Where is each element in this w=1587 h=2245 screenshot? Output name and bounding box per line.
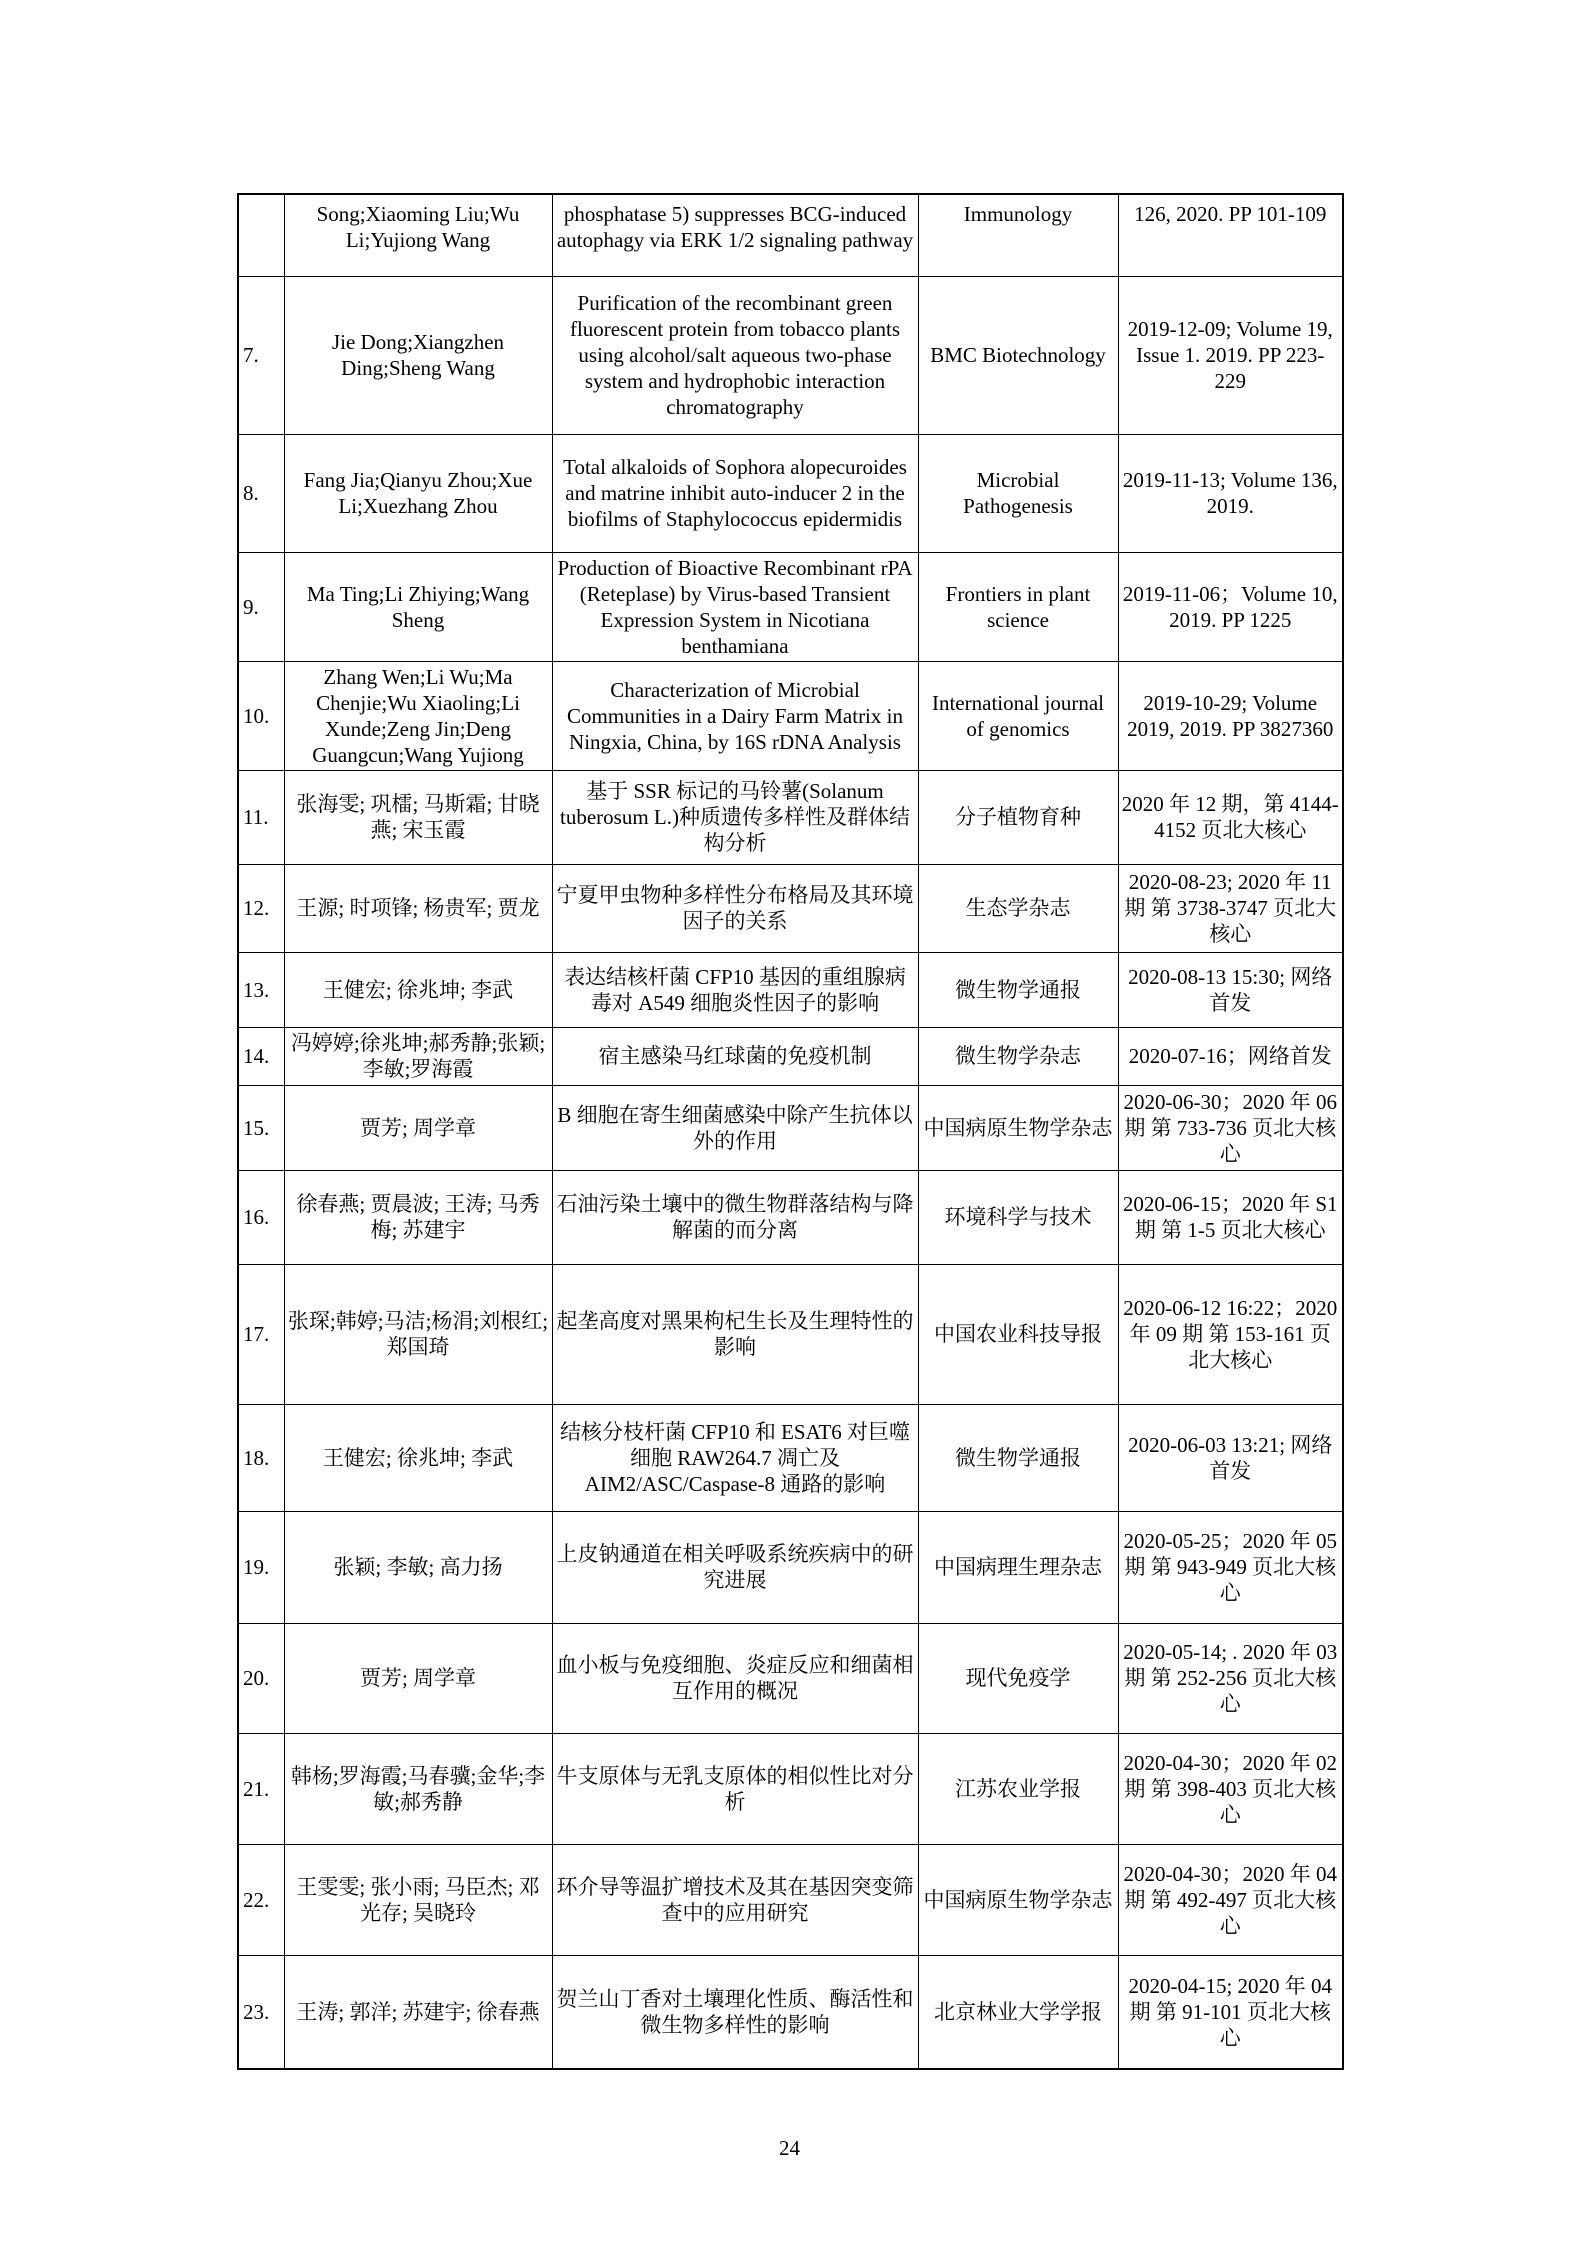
cell-row-number: 16. [238,1170,284,1264]
table-row [238,1264,1343,1404]
cell-authors: 贾芳; 周学章 [284,1085,552,1170]
cell-publication: 2020-06-03 13:21; 网络首发 [1118,1404,1343,1511]
table-row [238,1844,1343,1955]
cell-authors: 贾芳; 周学章 [284,1623,552,1733]
cell-title: phosphatase 5) suppresses BCG-induced autophagy via ERK 1/2 signaling pathway [552,194,918,276]
cell-authors: 冯婷婷;徐兆坤;郝秀静;张颖;李敏;罗海霞 [284,1027,552,1085]
cell-publication: 2020-05-25；2020 年 05 期 第 943-949 页北大核心 [1118,1511,1343,1623]
cell-row-number: 18. [238,1404,284,1511]
cell-publication: 2020-06-12 16:22；2020 年 09 期 第 153-161 页北大核心 [1118,1264,1343,1404]
table-row [238,1511,1343,1623]
cell-title: 表达结核杆菌 CFP10 基因的重组腺病毒对 A549 细胞炎性因子的影响 [552,952,918,1027]
table-row [238,1027,1343,1085]
cell-title: 石油污染土壤中的微生物群落结构与降解菌的而分离 [552,1170,918,1264]
cell-title: Purification of the recombinant green fluorescent protein from tobacco plants using alcohol/salt aqueous two-phase system and hydrophobic interaction chromatography [552,276,918,434]
cell-publication: 2020-07-16；网络首发 [1118,1027,1343,1085]
cell-authors: 王源; 时项锋; 杨贵军; 贾龙 [284,864,552,952]
cell-journal: Microbial Pathogenesis [918,434,1118,552]
cell-title: 上皮钠通道在相关呼吸系统疾病中的研究进展 [552,1511,918,1623]
cell-publication: 2020-08-13 15:30; 网络首发 [1118,952,1343,1027]
cell-publication: 2019-12-09; Volume 19, Issue 1. 2019. PP 223-229 [1118,276,1343,434]
table-row [238,1085,1343,1170]
cell-journal: 微生物学杂志 [918,1027,1118,1085]
cell-journal: 中国病理生理杂志 [918,1511,1118,1623]
cell-journal: Frontiers in plant science [918,552,1118,661]
cell-authors: 徐春燕; 贾晨波; 王涛; 马秀梅; 苏建宇 [284,1170,552,1264]
cell-authors: Jie Dong;Xiangzhen Ding;Sheng Wang [284,276,552,434]
cell-publication: 2020-06-30；2020 年 06 期 第 733-736 页北大核心 [1118,1085,1343,1170]
cell-row-number: 12. [238,864,284,952]
cell-authors: Zhang Wen;Li Wu;Ma Chenjie;Wu Xiaoling;Li Xunde;Zeng Jin;Deng Guangcun;Wang Yujiong [284,661,552,770]
cell-row-number: 11. [238,770,284,864]
cell-row-number: 19. [238,1511,284,1623]
cell-authors: 张海雯; 巩檑; 马斯霜; 甘晓燕; 宋玉霞 [284,770,552,864]
table-row [238,661,1343,770]
cell-title: 血小板与免疫细胞、炎症反应和细菌相互作用的概况 [552,1623,918,1733]
cell-journal: BMC Biotechnology [918,276,1118,434]
cell-journal: 中国农业科技导报 [918,1264,1118,1404]
cell-publication: 2020-04-15; 2020 年 04 期 第 91-101 页北大核心 [1118,1955,1343,2069]
table-row [238,952,1343,1027]
cell-publication: 2020-04-30；2020 年 04 期 第 492-497 页北大核心 [1118,1844,1343,1955]
cell-publication: 2020-04-30；2020 年 02 期 第 398-403 页北大核心 [1118,1733,1343,1844]
table-row [238,276,1343,434]
table-row [238,864,1343,952]
cell-row-number: 15. [238,1085,284,1170]
cell-publication: 2019-10-29; Volume 2019, 2019. PP 3827360 [1118,661,1343,770]
table-row [238,1404,1343,1511]
cell-title: 宁夏甲虫物种多样性分布格局及其环境因子的关系 [552,864,918,952]
table-row [238,552,1343,661]
cell-publication: 2020-06-15；2020 年 S1 期 第 1-5 页北大核心 [1118,1170,1343,1264]
cell-publication: 2020-08-23; 2020 年 11 期 第 3738-3747 页北大核心 [1118,864,1343,952]
cell-journal: 生态学杂志 [918,864,1118,952]
cell-authors: Song;Xiaoming Liu;Wu Li;Yujiong Wang [284,194,552,276]
cell-row-number: 10. [238,661,284,770]
cell-row-number: 13. [238,952,284,1027]
page-number: 24 [779,2136,800,2160]
table-row [238,770,1343,864]
cell-title: Total alkaloids of Sophora alopecuroides and matrine inhibit auto-inducer 2 in the biofilms of Staphylococcus epidermidis [552,434,918,552]
cell-authors: 韩杨;罗海霞;马春骥;金华;李敏;郝秀静 [284,1733,552,1844]
cell-title: 基于 SSR 标记的马铃薯(Solanum tuberosum L.)种质遗传多样性及群体结构分析 [552,770,918,864]
cell-authors: 张琛;韩婷;马洁;杨涓;刘根红;郑国琦 [284,1264,552,1404]
cell-journal: 中国病原生物学杂志 [918,1085,1118,1170]
table-row [238,1955,1343,2069]
cell-authors: 王健宏; 徐兆坤; 李武 [284,952,552,1027]
cell-publication: 126, 2020. PP 101-109 [1118,194,1343,276]
cell-publication: 2019-11-13; Volume 136, 2019. [1118,434,1343,552]
cell-row-number: 9. [238,552,284,661]
cell-authors: 王涛; 郭洋; 苏建宇; 徐春燕 [284,1955,552,2069]
cell-journal: 中国病原生物学杂志 [918,1844,1118,1955]
table-row [238,1623,1343,1733]
cell-publication: 2020-05-14; . 2020 年 03 期 第 252-256 页北大核心 [1118,1623,1343,1733]
cell-authors: 王健宏; 徐兆坤; 李武 [284,1404,552,1511]
cell-title: 起垄高度对黑果枸杞生长及生理特性的影响 [552,1264,918,1404]
cell-title: 贺兰山丁香对土壤理化性质、酶活性和微生物多样性的影响 [552,1955,918,2069]
cell-title: 宿主感染马红球菌的免疫机制 [552,1027,918,1085]
cell-row-number: 22. [238,1844,284,1955]
cell-row-number [238,194,284,276]
cell-journal: 北京林业大学学报 [918,1955,1118,2069]
cell-journal: 分子植物育种 [918,770,1118,864]
table-row [238,194,1343,276]
cell-journal: 微生物学通报 [918,952,1118,1027]
cell-journal: 环境科学与技术 [918,1170,1118,1264]
cell-journal: 微生物学通报 [918,1404,1118,1511]
table-row [238,1733,1343,1844]
publications-table [237,193,1344,2070]
cell-title: 环介导等温扩增技术及其在基因突变筛查中的应用研究 [552,1844,918,1955]
cell-row-number: 7. [238,276,284,434]
cell-title: 牛支原体与无乳支原体的相似性比对分析 [552,1733,918,1844]
table-row [238,1170,1343,1264]
cell-journal: International journal of genomics [918,661,1118,770]
cell-journal: 江苏农业学报 [918,1733,1118,1844]
cell-row-number: 14. [238,1027,284,1085]
cell-publication: 2019-11-06；Volume 10, 2019. PP 1225 [1118,552,1343,661]
cell-publication: 2020 年 12 期，第 4144-4152 页北大核心 [1118,770,1343,864]
cell-row-number: 8. [238,434,284,552]
cell-authors: 王雯雯; 张小雨; 马臣杰; 邓光存; 吴晓玲 [284,1844,552,1955]
cell-authors: Fang Jia;Qianyu Zhou;Xue Li;Xuezhang Zhou [284,434,552,552]
cell-journal: Immunology [918,194,1118,276]
cell-title: Production of Bioactive Recombinant rPA (Reteplase) by Virus-based Transient Expression System in Nicotiana benthamiana [552,552,918,661]
table-row [238,434,1343,552]
cell-authors: 张颖; 李敏; 高力扬 [284,1511,552,1623]
cell-title: 结核分枝杆菌 CFP10 和 ESAT6 对巨噬细胞 RAW264.7 凋亡及 AIM2/ASC/Caspase-8 通路的影响 [552,1404,918,1511]
cell-row-number: 21. [238,1733,284,1844]
cell-row-number: 20. [238,1623,284,1733]
cell-title: Characterization of Microbial Communities in a Dairy Farm Matrix in Ningxia, China, by 16S rDNA Analysis [552,661,918,770]
cell-title: B 细胞在寄生细菌感染中除产生抗体以外的作用 [552,1085,918,1170]
cell-authors: Ma Ting;Li Zhiying;Wang Sheng [284,552,552,661]
cell-row-number: 23. [238,1955,284,2069]
cell-journal: 现代免疫学 [918,1623,1118,1733]
cell-row-number: 17. [238,1264,284,1404]
